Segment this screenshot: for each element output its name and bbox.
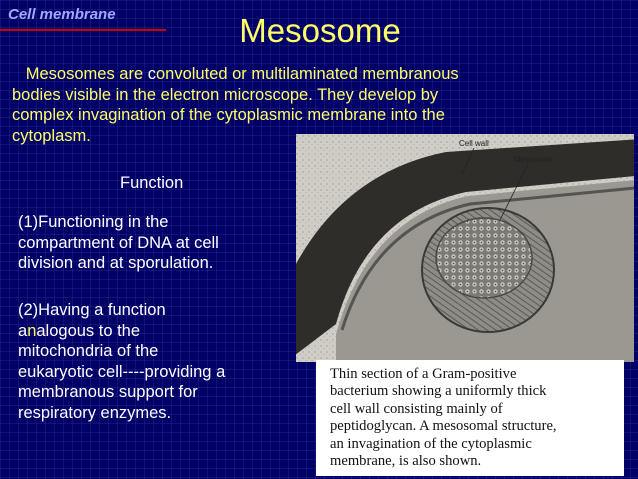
function-2-line2-start: a [18,321,28,340]
caption-line3: cell wall consisting mainly of [330,400,503,417]
function-1-line2: compartment of DNA at cell [18,233,219,252]
function-1-line1: (1)Functioning in the [18,213,169,231]
section-tag: Cell membrane [8,6,116,23]
function-item-1 [18,212,302,274]
caption-line5: an invagination of the cytoplasmic [330,435,532,452]
slide-title: Mesosome [239,12,401,49]
caption-line4: peptidoglycan. A mesosomal structure, [330,418,557,435]
function-2-line2-end: alogous to the [36,321,141,340]
function-2-line4: eukaryotic cell----providing a [18,362,226,381]
function-heading: Function [120,174,184,192]
mesosome-vesicles [436,218,532,298]
intro-line1-start: Mesosomes are [25,65,148,83]
intro-line1-end: onvoluted or multilaminated membranous [155,65,459,83]
intro-line1-highlight: c [147,65,156,83]
function-1-line3: division and at sporulation. [18,254,214,272]
intro-line3: complex invagination of the cytoplasmic membrane into the [12,106,445,124]
function-item-2 [18,300,302,423]
figure-caption [316,360,624,476]
electron-micrograph [296,134,634,362]
section-tag-underline [0,29,166,31]
caption-line1: Thin section of a Gram-positive [330,366,517,382]
label-cell-wall: Cell wall [459,139,489,148]
function-2-line2-highlight: n [27,321,37,340]
caption-line6: membrane, is also shown. [330,453,482,470]
function-2-line1: (2)Having a function [18,301,166,319]
intro-line4: cytoplasm. [12,126,91,145]
intro-line2: bodies visible in the electron microscope. They develop by [12,85,439,104]
function-2-line6: respiratory enzymes. [18,403,172,422]
caption-line2: bacterium showing a uniformly thick [330,383,547,400]
function-2-line5: membranous support for [18,383,198,401]
function-2-line3: mitochondria of the [18,342,159,360]
label-mesosome: Mesosome [514,155,554,164]
